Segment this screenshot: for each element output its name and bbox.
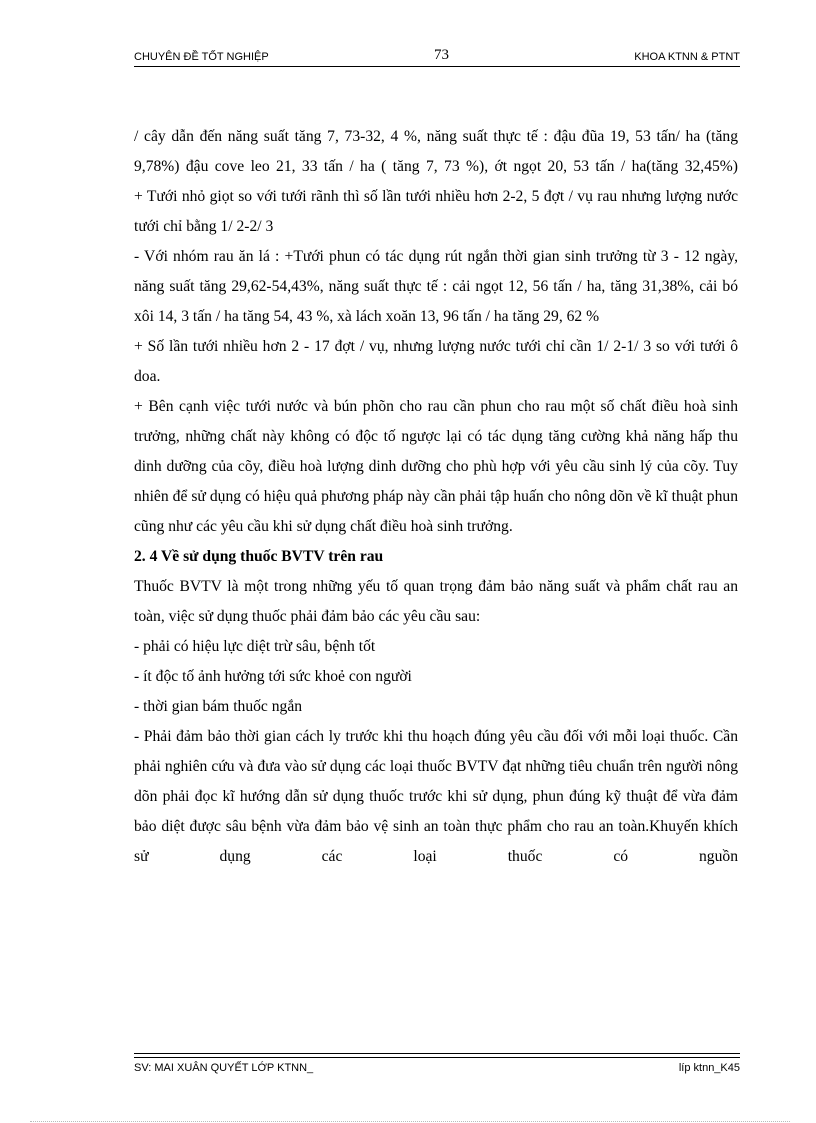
footer-divider-top: [134, 1053, 740, 1054]
header-faculty: KHOA KTNN & PTNT: [634, 51, 740, 63]
paragraph-growth-regulators: + Bên cạnh việc tưới nước và bún phõn cho rau cần phun cho rau một số chất điều hoà sinh trưởng, những chất này không có độc tố ngược lại có tác dụng tăng cường khả năng hấp thu dinh dưỡng của cõy, điều hoà lượng dinh dưỡng cho phù hợp với yêu cầu sinh lý của cõy. Tuy nhiên để sử dụng có hiệu quả phương pháp này cần phải tập huấn cho nông dõn về kĩ thuật phun cũng như các yêu cầu khi sử dụng chất điều hoà sinh trưởng.: [134, 398, 738, 535]
page-bottom-border: [30, 1121, 790, 1122]
footer-class: líp ktnn_K45: [678, 1062, 740, 1074]
section-heading: 2. 4 Về sử dụng thuốc BVTV trên rau: [134, 548, 384, 565]
paragraph-watering-times: + Số lần tưới nhiều hơn 2 - 17 đợt / vụ, nhưng lượng nước tưới chỉ cần 1/ 2-1/ 3 so với tưới ô doa.: [134, 338, 738, 385]
footer-divider-bottom: [134, 1057, 740, 1058]
page-number: 73: [434, 47, 449, 63]
list-item-residence-time: - thời gian bám thuốc ngắn: [134, 698, 303, 715]
document-body: [134, 122, 738, 872]
footer-student: SV: MAI XUÂN QUYẾT LỚP KTNN_: [134, 1062, 314, 1074]
paragraph-yield-beans: / cây dẫn đến năng suất tăng 7, 73-32, 4 %, năng suất thực tế : đậu đũa 19, 53 tấn/ ha (tăng 9,78%) đậu cove leo 21, 33 tấn / ha ( tăng 7, 73 %), ớt ngọt 20, 53 tấn / ha(tăng 32,45%): [134, 128, 738, 175]
paragraph-isolation-period: - Phải đảm bảo thời gian cách ly trước khi thu hoạch đúng yêu cầu đối với mỗi loại thuốc. Cần phải nghiên cứu và đưa vào sử dụng các loại thuốc BVTV đạt những tiêu chuẩn trên người nông dõn phải đọc kĩ hướng dẫn sử dụng thuốc trước khi sử dụng, phun đúng kỹ thuật để vừa đảm bảo diệt được sâu bệnh vừa đảm bảo vệ sinh an toàn thực phẩm cho rau an toàn.Khuyến khích sử dụng các loại thuốc có nguồn: [134, 728, 738, 865]
paragraph-pesticide-intro: Thuốc BVTV là một trong những yếu tố quan trọng đảm bảo năng suất và phẩm chất rau an toàn, việc sử dụng thuốc phải đảm bảo các yêu cầu sau:: [134, 578, 738, 625]
paragraph-drip-irrigation: + Tưới nhỏ giọt so với tưới rãnh thì số lần tưới nhiều hơn 2-2, 5 đợt / vụ rau nhưng lượng nước tưới chỉ bằng 1/ 2-2/ 3: [134, 188, 738, 235]
list-item-toxicity: - ít độc tố ảnh hưởng tới sức khoẻ con người: [134, 668, 412, 685]
list-item-efficacy: - phải có hiệu lực diệt trừ sâu, bệnh tốt: [134, 638, 376, 655]
paragraph-leafy-vegetables: - Với nhóm rau ăn lá : +Tưới phun có tác dụng rút ngắn thời gian sinh trưởng từ 3 - 12 ngày, năng suất tăng 29,62-54,43%, năng suất thực tế : cải ngọt 12, 56 tấn / ha, tăng 31,38%, cải bó xôi 14, 3 tấn / ha tăng 54, 43 %, xà lách xoăn 13, 96 tấn / ha tăng 29, 62 %: [134, 248, 738, 325]
page-header: [134, 47, 740, 67]
page-footer: [134, 1062, 740, 1078]
header-chapter-title: CHUYÊN ĐỀ TỐT NGHIỆP: [134, 51, 269, 63]
header-divider: [134, 66, 740, 67]
